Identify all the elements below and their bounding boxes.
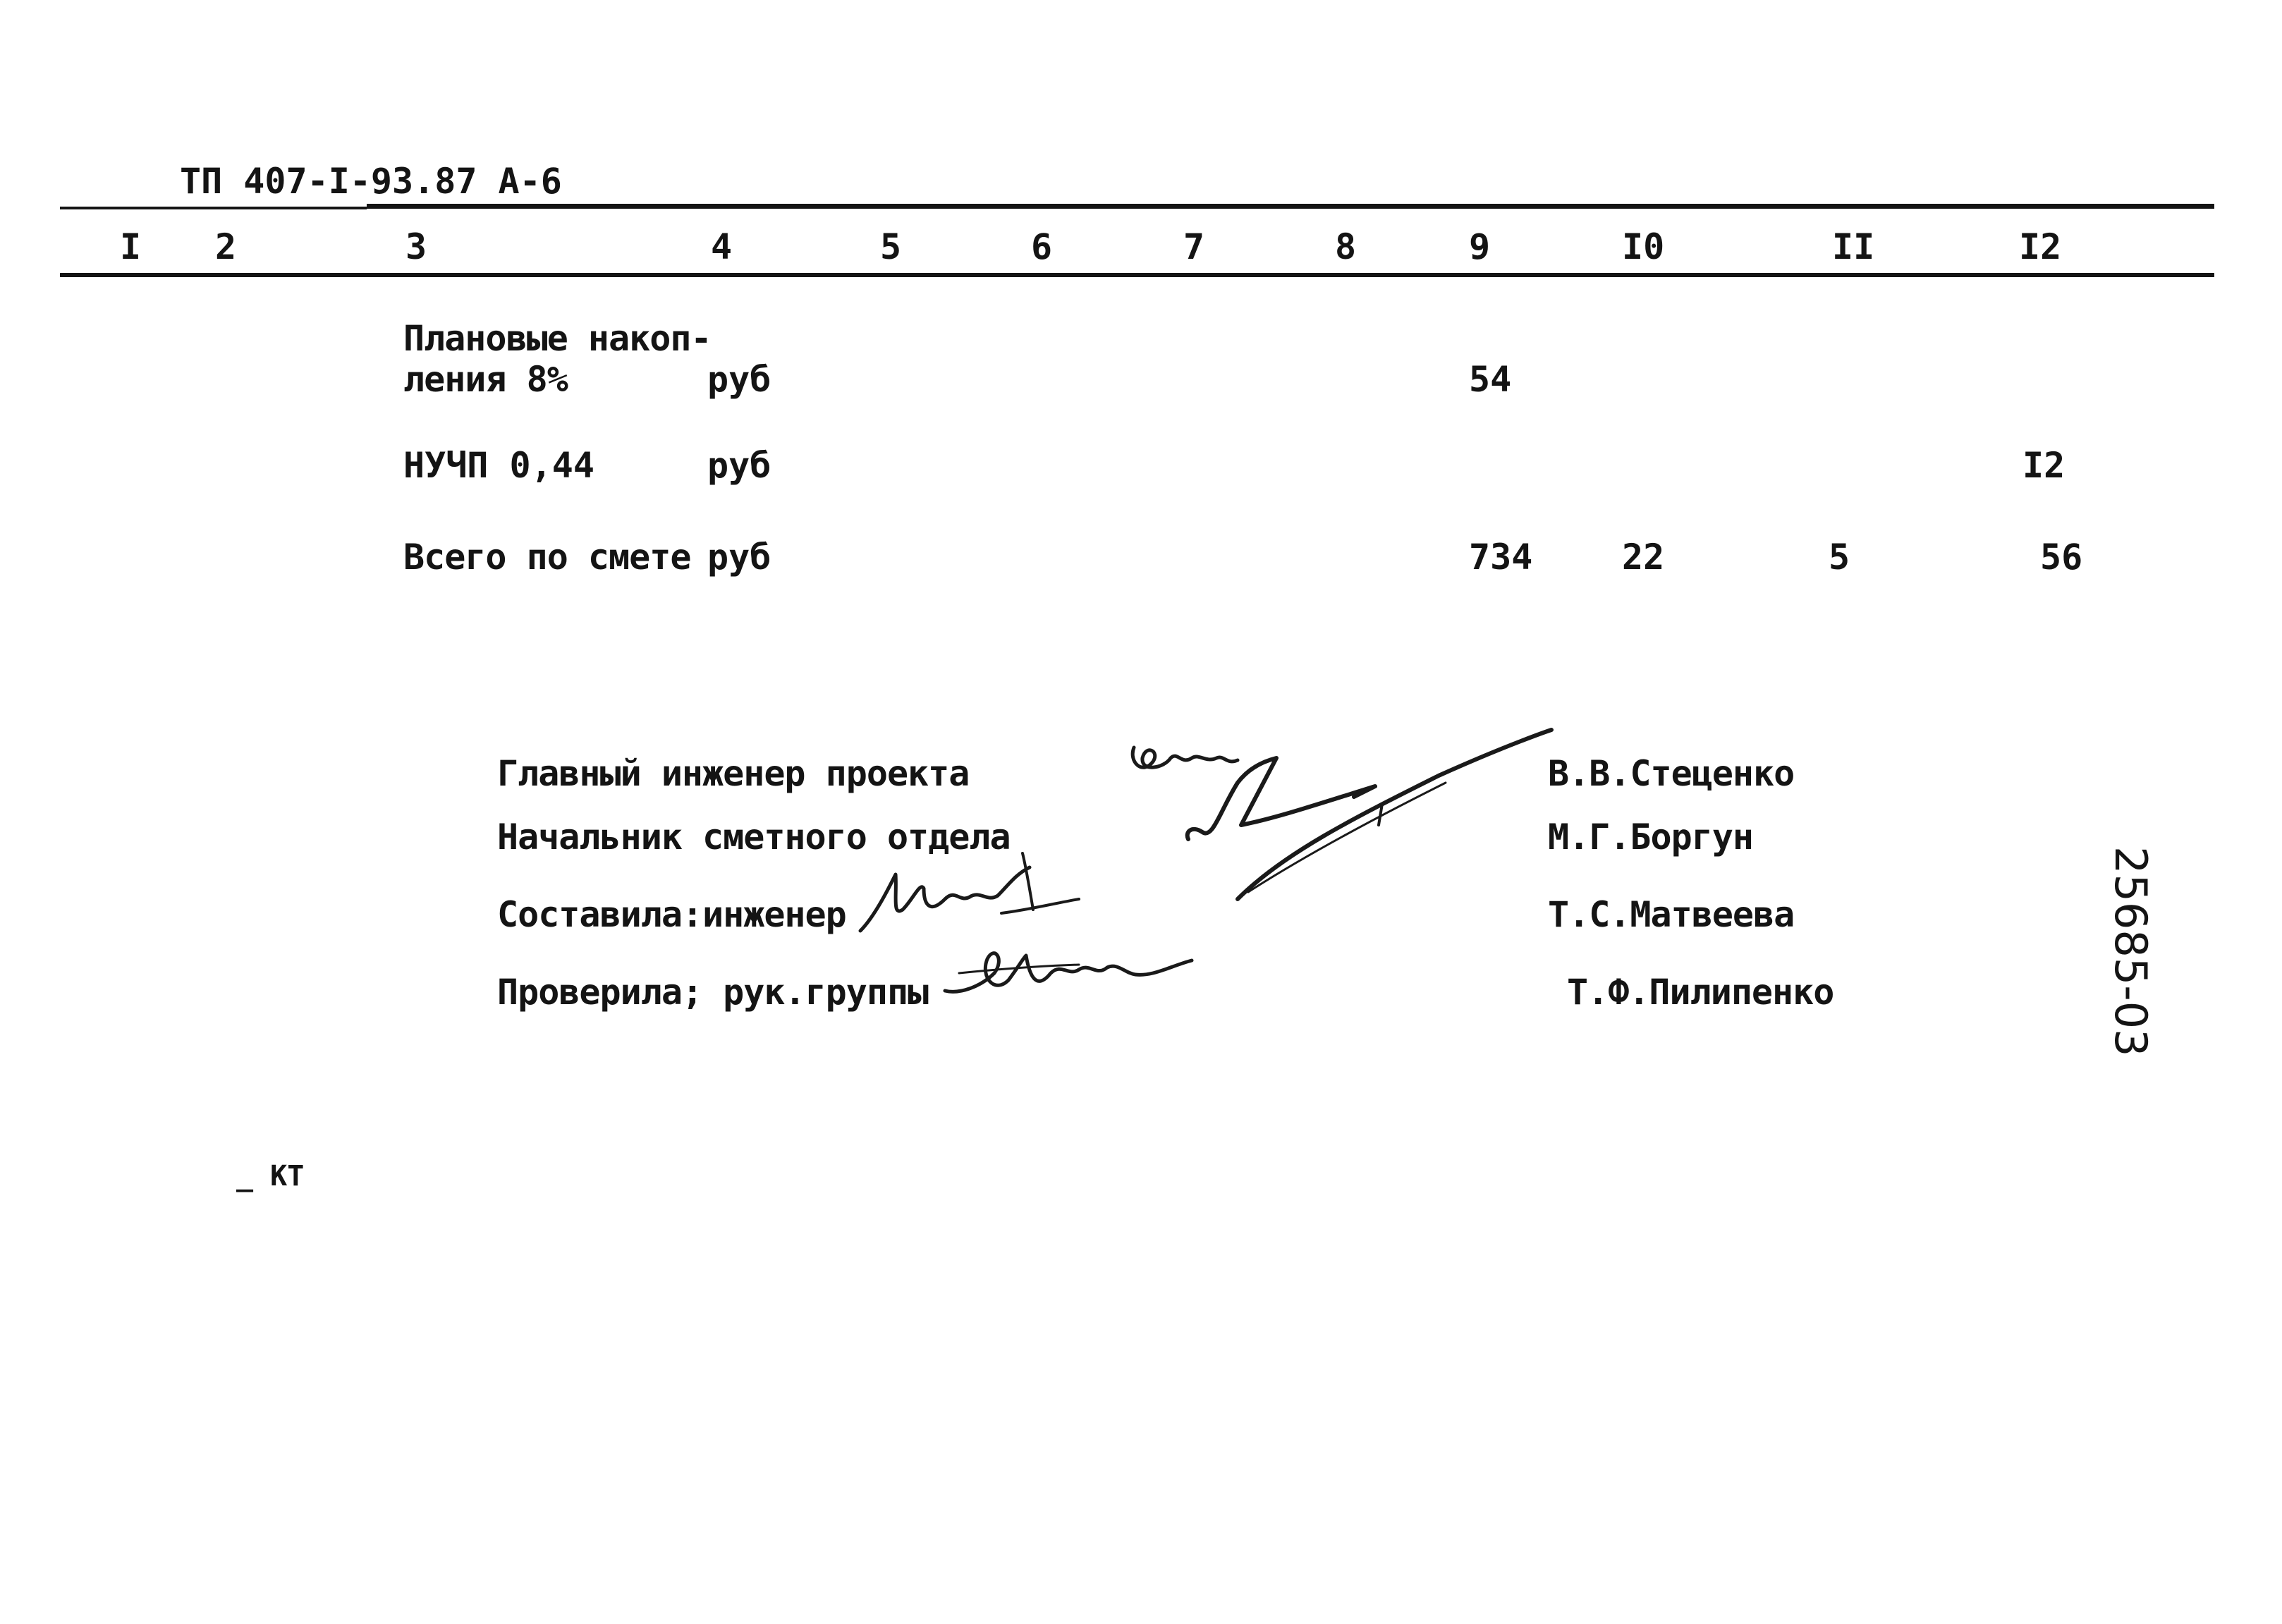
signature-person: В.В.Стеценко bbox=[1548, 753, 1795, 794]
column-header-6: 6 bbox=[1031, 226, 1053, 267]
column-header-8: 8 bbox=[1335, 226, 1357, 267]
signature-role: Главный инженер проекта bbox=[497, 753, 970, 794]
header-bottom-rule bbox=[60, 273, 2214, 277]
row-col12-value: I2 bbox=[2022, 445, 2066, 486]
signature-role: Проверила; рук.группы bbox=[497, 972, 929, 1013]
signature-person: М.Г.Боргун bbox=[1548, 817, 1754, 857]
column-header-10: I0 bbox=[1622, 226, 1665, 267]
column-header-12: I2 bbox=[2019, 226, 2062, 267]
row-col12-value: 56 bbox=[2040, 537, 2083, 578]
signature-role: Начальник сметного отдела bbox=[497, 817, 1011, 857]
row-name: НУЧП 0,44 bbox=[403, 445, 594, 486]
column-header-3: 3 bbox=[405, 226, 427, 267]
signature-role: Составила:инженер bbox=[497, 894, 846, 935]
column-header-2: 2 bbox=[215, 226, 237, 267]
handwritten-signature-checker bbox=[938, 924, 1220, 1015]
row-name-line1: Плановые накоп- bbox=[403, 318, 712, 359]
signature-person: Т.Ф.Пилипенко bbox=[1567, 972, 1834, 1013]
row-unit: руб bbox=[707, 445, 771, 486]
column-header-1: I bbox=[120, 226, 142, 267]
signature-person: Т.С.Матвеева bbox=[1548, 894, 1795, 935]
side-number: 25685-03 bbox=[2105, 846, 2156, 1057]
row-col10-value: 22 bbox=[1622, 537, 1665, 578]
row-unit: руб bbox=[707, 359, 771, 400]
header-top-rule-left bbox=[60, 207, 367, 209]
row-col11-value: 5 bbox=[1829, 537, 1850, 578]
column-header-11: II bbox=[1832, 226, 1875, 267]
column-header-4: 4 bbox=[711, 226, 733, 267]
row-unit: руб bbox=[707, 537, 771, 578]
column-header-9: 9 bbox=[1469, 226, 1491, 267]
footer-mark: _ КТ bbox=[236, 1160, 305, 1192]
row-name: Всего по смете bbox=[403, 537, 691, 578]
document-code: ТП 407-I-93.87 А-6 bbox=[180, 161, 562, 202]
row-name-line2: ления 8% bbox=[403, 359, 568, 400]
column-header-5: 5 bbox=[880, 226, 902, 267]
row-col9-value: 734 bbox=[1469, 537, 1533, 578]
column-header-7: 7 bbox=[1183, 226, 1205, 267]
row-col9-value: 54 bbox=[1469, 359, 1512, 400]
handwritten-signature-chief-engineer bbox=[1114, 719, 1608, 931]
header-top-rule-right bbox=[367, 204, 2214, 209]
